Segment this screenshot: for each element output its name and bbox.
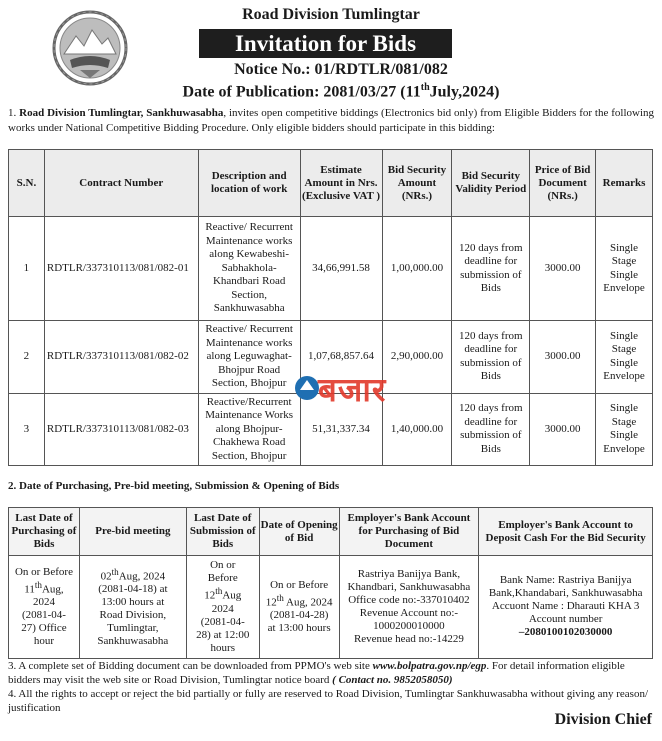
cell-description: Reactive/ Recurrent Maintenance works along Leguwaghat-Bhojpur Road Section, Bhojpur — [198, 321, 300, 394]
cell-security: 1,40,000.00 — [382, 393, 452, 466]
works-table-header — [9, 150, 653, 217]
cell-remarks: Single Stage Single Envelope — [596, 393, 653, 466]
col-prebid: Pre-bid meeting — [79, 508, 186, 556]
intro-paragraph: 1. Road Division Tumlingtar, Sankhuwasabha, invites open competitive biddings (Electronics bid only) from Eligible Bidders for the following works under National Competitive Bidding Procedure. Only eligible bidders should participate in this bidding: — [8, 107, 655, 134]
cell-last-purchase: On or Before 11thAug, 2024 (2081-04- 27) Office hour — [9, 556, 80, 659]
cell-description: Reactive/Recurrent Maintenance Works along Bhojpur-Chakhewa Road Section, Bhojpur — [198, 393, 300, 466]
works-table — [8, 149, 653, 466]
website-link[interactable]: www.bolpatra.gov.np/egp — [372, 660, 487, 672]
cell-validity: 120 days from deadline for submission of Bids — [452, 217, 530, 321]
cell-remarks: Single Stage Single Envelope — [596, 217, 653, 321]
publication-date: Date of Publication: 2081/03/27 (11thJuly,2024) — [182, 82, 500, 101]
cell-estimate: 1,07,68,857.64 — [300, 321, 382, 394]
signature: Division Chief — [554, 711, 652, 728]
cell-purchase-account: Rastriya Banijya Bank, Khandbari, Sankhuwasabha Office code no:-337010402 Revenue Account no:- 1000200010000 Revenue head no:-14229 — [339, 556, 479, 659]
col-deposit-account: Employer's Bank Account to Deposit Cash For the Bid Security — [479, 508, 653, 556]
col-purchase-account: Employer's Bank Account for Purchasing of Bid Document — [339, 508, 479, 556]
note-3: 3. A complete set of Bidding document can be downloaded from PPMO's web site www.bolpatra.gov.np/egp. For detail information eligible bidders may visit the web site or Road Division, Tumlingtar notice board ( Contact no. 9852058050) — [8, 660, 625, 686]
cell-opening: On or Before 12th Aug, 2024 (2081-04-28) at 13:00 hours — [259, 556, 339, 659]
schedule-table-header — [9, 508, 653, 556]
cell-contract: RDTLR/337310113/081/082-03 — [44, 393, 198, 466]
watermark — [292, 366, 462, 410]
organization-name: Road Division Tumlingtar — [242, 6, 420, 23]
notice-number: Notice No.: 01/RDTLR/081/082 — [234, 61, 448, 78]
section-2-title: 2. Date of Purchasing, Pre-bid meeting, Submission & Opening of Bids — [8, 480, 340, 492]
col-remarks: Remarks — [596, 150, 653, 217]
cell-sn: 1 — [9, 217, 45, 321]
cell-deposit-account: Bank Name: Rastriya Banijya Bank,Khandabari, Sankhuwasabha Accuont Name : Dharauti KHA 3 Account number –2080100102030000 — [479, 556, 653, 659]
cell-validity: 120 days from deadline for submission of Bids — [452, 393, 530, 466]
col-opening: Date of Opening of Bid — [259, 508, 339, 556]
cell-price: 3000.00 — [530, 321, 596, 394]
cell-estimate: 51,31,337.34 — [300, 393, 382, 466]
cell-last-submission: On or Before 12thAug 2024 (2081-04- 28) at 12:00 hours — [186, 556, 259, 659]
col-validity: Bid Security Validity Period — [452, 150, 530, 217]
col-bid-security: Bid Security Amount (NRs.) — [382, 150, 452, 217]
cell-price: 3000.00 — [530, 217, 596, 321]
col-last-submission: Last Date of Submission of Bids — [186, 508, 259, 556]
table-row — [9, 217, 653, 321]
cell-sn: 3 — [9, 393, 45, 466]
cell-remarks: Single Stage Single Envelope — [596, 321, 653, 394]
cell-prebid: 02thAug, 2024 (2081-04-18) at 13:00 hours at Road Division, Tumlingtar, Sankhuwasabha — [79, 556, 186, 659]
col-sn: S.N. — [9, 150, 45, 217]
col-estimate: Estimate Amount in Nrs. (Exclusive VAT ) — [300, 150, 382, 217]
page-title: Invitation for Bids — [199, 29, 452, 58]
note-4: 4. All the rights to accept or reject the bid partially or fully are reserved to Road Division, Tumlingtar Sankhuwasabha without giving any reason/ justification — [8, 688, 649, 714]
cell-contract: RDTLR/337310113/081/082-01 — [44, 217, 198, 321]
cell-price: 3000.00 — [530, 393, 596, 466]
cell-security: 1,00,000.00 — [382, 217, 452, 321]
cell-security: 2,90,000.00 — [382, 321, 452, 394]
cell-description: Reactive/ Recurrent Maintenance works along Kewabeshi-Sabhakhola-Khandbari Road Section, Sankhuwasabha — [198, 217, 300, 321]
cell-sn: 2 — [9, 321, 45, 394]
col-last-purchase: Last Date of Purchasing of Bids — [9, 508, 80, 556]
watermark-text: बजार — [318, 370, 387, 409]
table-row — [9, 556, 653, 659]
col-description: Description and location of work — [198, 150, 300, 217]
cell-validity: 120 days from deadline for submission of Bids — [452, 321, 530, 394]
schedule-table — [8, 507, 653, 659]
cell-contract: RDTLR/337310113/081/082-02 — [44, 321, 198, 394]
col-contract-number: Contract Number — [44, 150, 198, 217]
col-price: Price of Bid Document (NRs.) — [530, 150, 596, 217]
cell-estimate: 34,66,991.58 — [300, 217, 382, 321]
